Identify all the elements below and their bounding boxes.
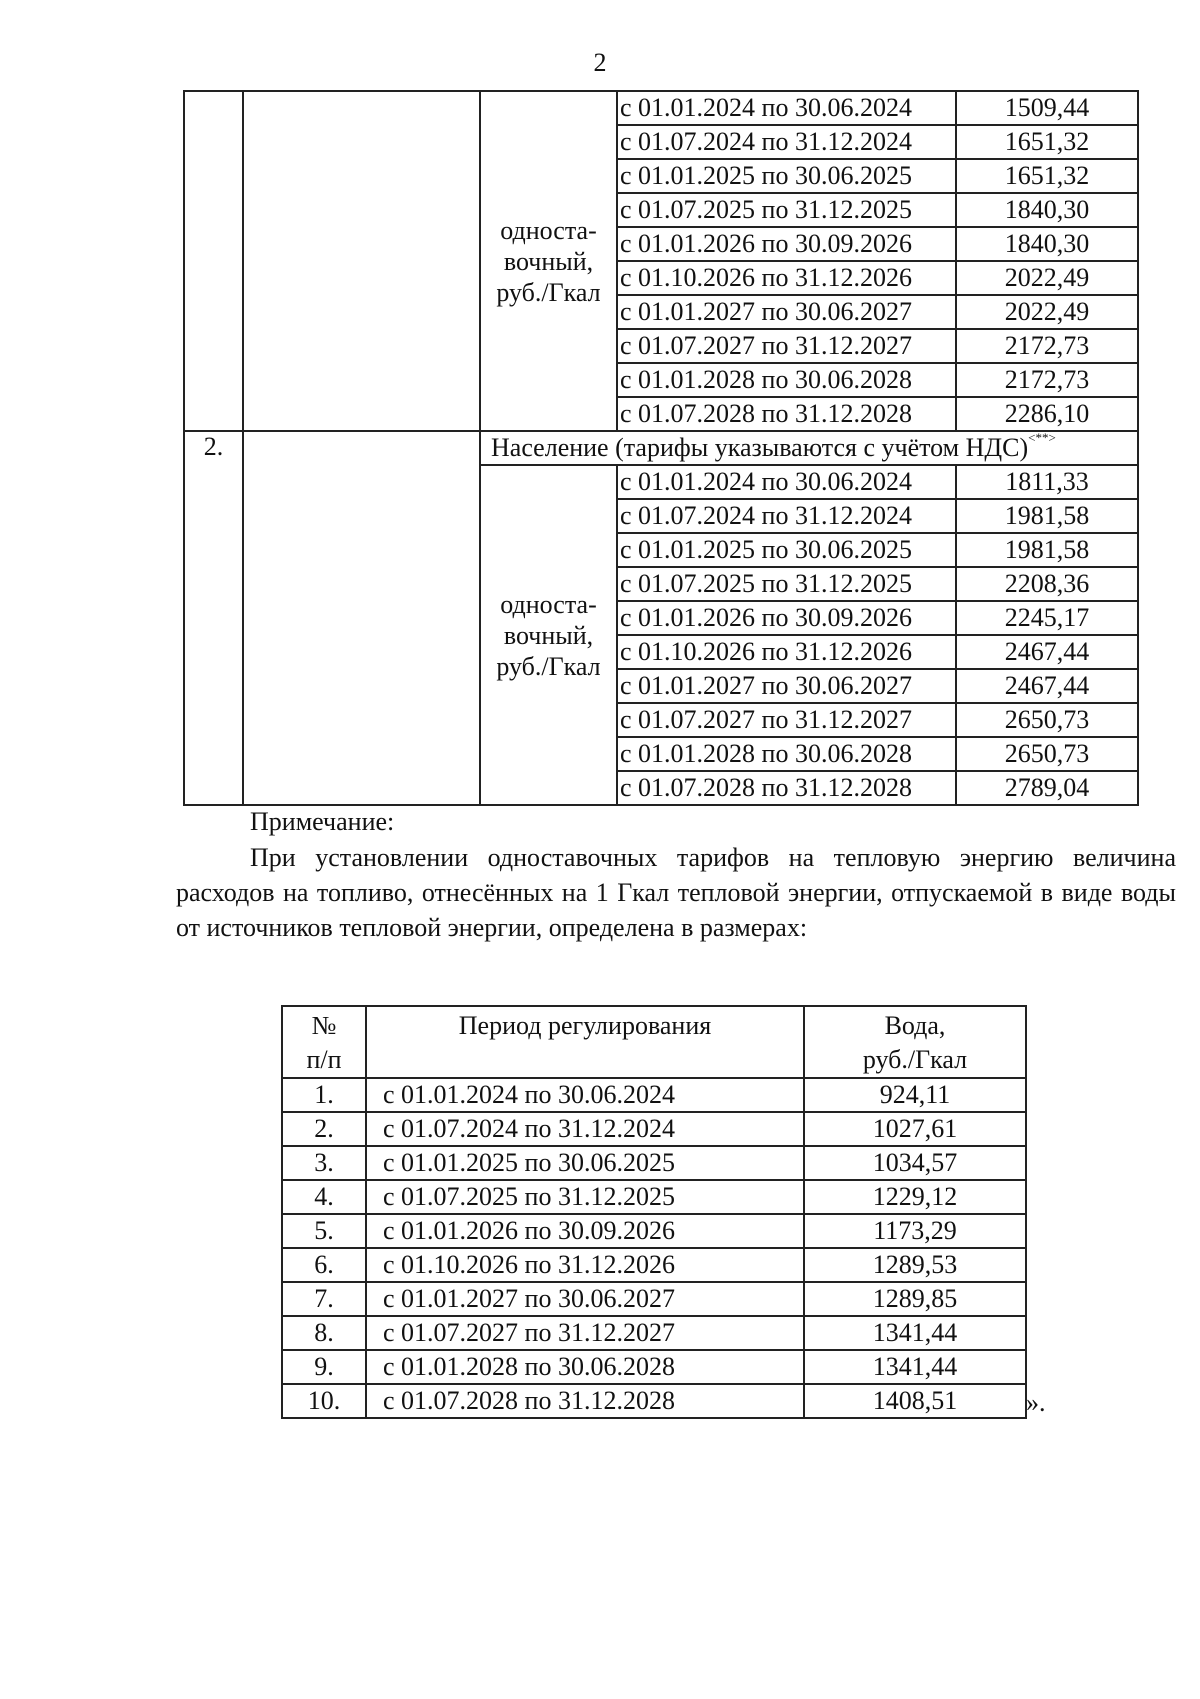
fuel-row-period: с 01.07.2028 по 31.12.2028 — [366, 1384, 804, 1418]
tariff-value: 1840,30 — [956, 193, 1138, 227]
fuel-table-row — [282, 1078, 1026, 1112]
rate-type-line: вочный, — [503, 246, 594, 276]
tariff-period: с 01.10.2026 по 31.12.2026 — [617, 261, 956, 295]
fuel-row-water: 1034,57 — [804, 1146, 1026, 1180]
tariff-period: с 01.07.2028 по 31.12.2028 — [617, 771, 956, 805]
fuel-table-row — [282, 1282, 1026, 1316]
closing-quote: ». — [1026, 1388, 1046, 1417]
tariff-value: 2208,36 — [956, 567, 1138, 601]
tariff-period: с 01.07.2025 по 31.12.2025 — [617, 567, 956, 601]
fuel-table-row — [282, 1146, 1026, 1180]
tariff-table-body — [184, 91, 1138, 805]
tariff-value: 1811,33 — [956, 465, 1138, 499]
tariff-period: с 01.07.2025 по 31.12.2025 — [617, 193, 956, 227]
tariff-period: с 01.01.2026 по 30.09.2026 — [617, 227, 956, 261]
tariff-value: 1651,32 — [956, 159, 1138, 193]
rate-type-line: вочный, — [503, 620, 594, 650]
fuel-row-period: с 01.07.2024 по 31.12.2024 — [366, 1112, 804, 1146]
group-number — [184, 91, 243, 431]
fuel-table-row — [282, 1112, 1026, 1146]
fuel-row-num: 9. — [282, 1350, 366, 1384]
rate-type — [480, 465, 617, 805]
tariff-value: 2650,73 — [956, 703, 1138, 737]
tariff-value: 2650,73 — [956, 737, 1138, 771]
fuel-cost-table — [281, 1005, 1027, 1419]
tariff-period: с 01.01.2024 по 30.06.2024 — [617, 465, 956, 499]
header-period: Период регулирования — [366, 1006, 804, 1078]
note-label: Примечание: — [250, 807, 395, 836]
tariff-period: с 01.07.2024 по 31.12.2024 — [617, 499, 956, 533]
fuel-row-water: 1341,44 — [804, 1350, 1026, 1384]
fuel-row-num: 2. — [282, 1112, 366, 1146]
tariff-value: 2172,73 — [956, 363, 1138, 397]
fuel-row-period: с 01.01.2025 по 30.06.2025 — [366, 1146, 804, 1180]
tariff-period: с 01.01.2027 по 30.06.2027 — [617, 295, 956, 329]
fuel-table-row — [282, 1248, 1026, 1282]
tariff-period: с 01.01.2027 по 30.06.2027 — [617, 669, 956, 703]
fuel-row-period: с 01.01.2026 по 30.09.2026 — [366, 1214, 804, 1248]
fuel-row-num: 4. — [282, 1180, 366, 1214]
fuel-row-period: с 01.10.2026 по 31.12.2026 — [366, 1248, 804, 1282]
fuel-row-period: с 01.01.2028 по 30.06.2028 — [366, 1350, 804, 1384]
fuel-row-num: 1. — [282, 1078, 366, 1112]
fuel-row-num: 7. — [282, 1282, 366, 1316]
header-num — [282, 1006, 366, 1078]
tariff-period: с 01.01.2024 по 30.06.2024 — [617, 91, 956, 125]
header-water-line2: руб./Гкал — [862, 1045, 968, 1074]
header-water — [804, 1006, 1026, 1078]
fuel-table-row — [282, 1316, 1026, 1350]
fuel-table-row — [282, 1384, 1026, 1418]
page-number: 2 — [593, 48, 607, 77]
rate-type-line: односта- — [500, 215, 597, 245]
tariff-period: с 01.01.2026 по 30.09.2026 — [617, 601, 956, 635]
fuel-row-num: 10. — [282, 1384, 366, 1418]
tariff-row — [184, 91, 1138, 125]
fuel-row-period: с 01.01.2027 по 30.06.2027 — [366, 1282, 804, 1316]
fuel-row-water: 1408,51 — [804, 1384, 1026, 1418]
group-title — [480, 431, 1138, 465]
fuel-row-water: 924,11 — [804, 1078, 1026, 1112]
tariff-value: 2022,49 — [956, 295, 1138, 329]
fuel-row-water: 1341,44 — [804, 1316, 1026, 1350]
fuel-row-water: 1289,53 — [804, 1248, 1026, 1282]
fuel-row-num: 3. — [282, 1146, 366, 1180]
tariff-period: с 01.07.2028 по 31.12.2028 — [617, 397, 956, 431]
fuel-row-num: 6. — [282, 1248, 366, 1282]
tariff-period: с 01.01.2028 по 30.06.2028 — [617, 363, 956, 397]
fuel-cost-table-body — [282, 1006, 1026, 1418]
tariff-period: с 01.01.2025 по 30.06.2025 — [617, 533, 956, 567]
tariff-group-title-row — [184, 431, 1138, 465]
header-water-line1: Вода, — [884, 1011, 946, 1040]
rate-type-line: руб./Гкал — [496, 277, 601, 307]
fuel-table-header-row — [282, 1006, 1026, 1078]
tariff-value: 1981,58 — [956, 499, 1138, 533]
fuel-row-period: с 01.07.2025 по 31.12.2025 — [366, 1180, 804, 1214]
fuel-row-water: 1289,85 — [804, 1282, 1026, 1316]
fuel-row-water: 1229,12 — [804, 1180, 1026, 1214]
group-number: 2. — [184, 431, 243, 805]
tariff-period: с 01.07.2027 по 31.12.2027 — [617, 329, 956, 363]
group-empty-cell — [243, 431, 480, 805]
tariff-period: с 01.01.2028 по 30.06.2028 — [617, 737, 956, 771]
tariff-value: 1840,30 — [956, 227, 1138, 261]
fuel-row-period: с 01.07.2027 по 31.12.2027 — [366, 1316, 804, 1350]
tariff-value: 2286,10 — [956, 397, 1138, 431]
fuel-row-num: 8. — [282, 1316, 366, 1350]
fuel-row-period: с 01.01.2024 по 30.06.2024 — [366, 1078, 804, 1112]
fuel-row-water: 1027,61 — [804, 1112, 1026, 1146]
tariff-value: 2245,17 — [956, 601, 1138, 635]
rate-type-line: руб./Гкал — [496, 651, 601, 681]
fuel-table-row — [282, 1180, 1026, 1214]
rate-type-line: односта- — [500, 589, 597, 619]
tariff-value: 2022,49 — [956, 261, 1138, 295]
group-title-text: Население (тарифы указываются с учётом НДС) — [491, 433, 1029, 462]
tariff-period: с 01.01.2025 по 30.06.2025 — [617, 159, 956, 193]
header-num-line2: п/п — [306, 1045, 342, 1074]
tariff-value: 1981,58 — [956, 533, 1138, 567]
header-num-line1: № — [311, 1011, 337, 1040]
rate-type — [480, 91, 617, 431]
group-title-footnote: <**> — [1028, 430, 1056, 445]
tariff-value: 2789,04 — [956, 771, 1138, 805]
tariff-value: 2467,44 — [956, 669, 1138, 703]
group-empty-cell — [243, 91, 480, 431]
tariff-value: 2172,73 — [956, 329, 1138, 363]
fuel-row-num: 5. — [282, 1214, 366, 1248]
fuel-table-row — [282, 1350, 1026, 1384]
note-text: При установлении одноставочных тарифов на тепловую энергию величина расходов на топливо, отнесённых на 1 Гкал тепловой энергии, отпускаемой в виде воды от источников тепловой энергии, определена в размерах: — [176, 843, 1176, 942]
tariff-period: с 01.10.2026 по 31.12.2026 — [617, 635, 956, 669]
tariff-table — [183, 90, 1139, 806]
tariff-value: 1509,44 — [956, 91, 1138, 125]
fuel-table-row — [282, 1214, 1026, 1248]
tariff-period: с 01.07.2024 по 31.12.2024 — [617, 125, 956, 159]
tariff-value: 2467,44 — [956, 635, 1138, 669]
fuel-row-water: 1173,29 — [804, 1214, 1026, 1248]
tariff-period: с 01.07.2027 по 31.12.2027 — [617, 703, 956, 737]
tariff-value: 1651,32 — [956, 125, 1138, 159]
